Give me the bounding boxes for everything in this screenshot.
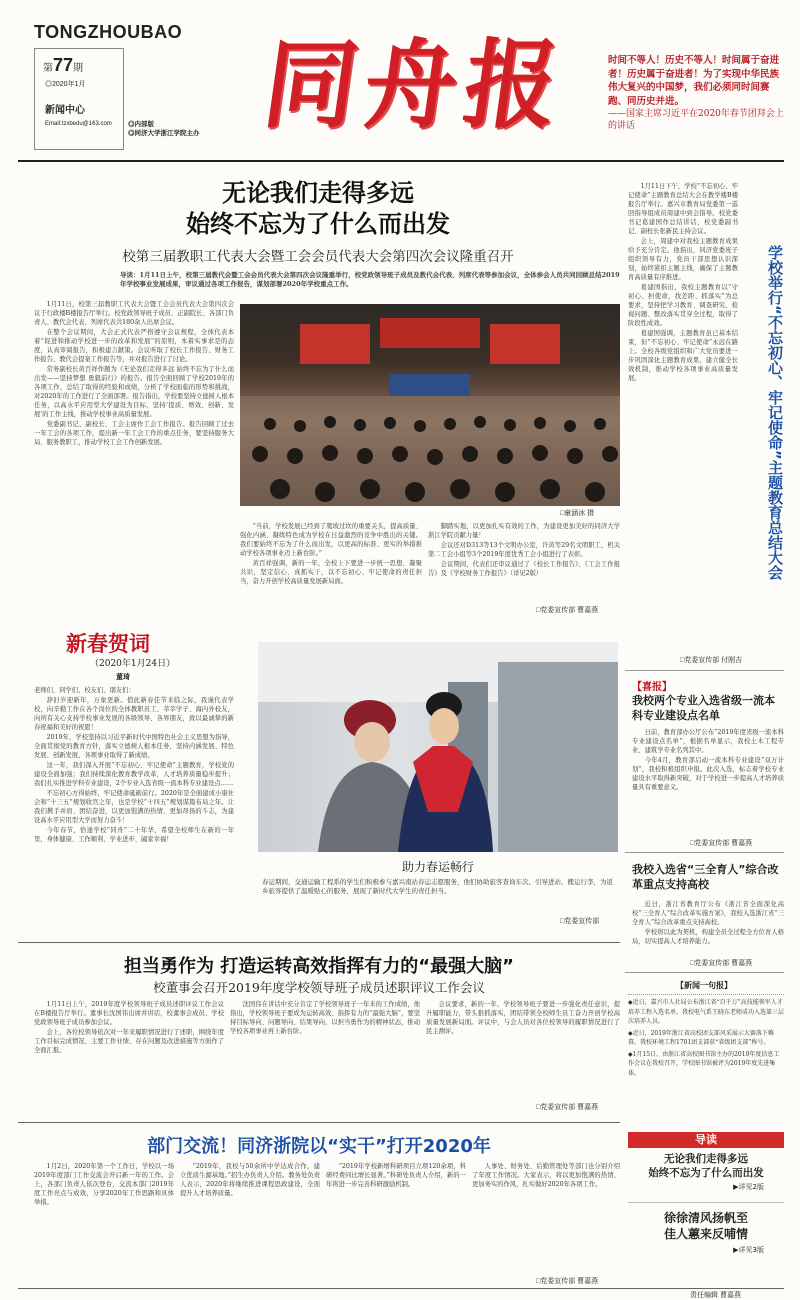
lead-column-b: “当前，学校发展已经到了爬坡过坎的重要关头，提高质量、强化内涵、凝练特色成为学校在日益激烈的竞争中胜出的关键。我们要始终不忘为了什么而出发，以更高的标准、更实的举措推动学校各项事业迈上新台阶。” 黄百祥强调，新的一年，全校上下要进一步统一思想、凝聚共识，坚定信心、真抓实干，以不忘初心、牢记使命的责任担当，奋力开创学校高质量发展新局面。 xyxy=(240,523,422,585)
news1-byline: □党委宣传部 曹嘉燕 xyxy=(690,840,753,847)
toc-item-1[interactable]: 无论我们走得多远 始终不忘为了什么而出发 ▶详见2版 xyxy=(628,1152,784,1194)
brief-list xyxy=(628,994,784,1078)
brief-title: 【新闻一句报】 xyxy=(676,981,732,990)
masthead-quote: 时间不等人！历史不等人！时间属于奋进者！历史属于奋进者！为了实现中华民族伟大复兴的中国梦，我们必须同时间赛跑、同历史并进。 xyxy=(608,55,780,107)
email: Email:tzxbedu@163.com xyxy=(45,121,112,127)
story3-byline: □党委宣传部 曹嘉燕 xyxy=(536,1104,599,1111)
lead-title: 无论我们走得多远 始终不忘为了什么而出发 xyxy=(186,179,450,238)
lead-byline: □党委宣传部 曹嘉燕 xyxy=(536,607,599,614)
brief-item: ◆1月15日，由浙江省高校图书馆主办的2019年度信息工作会议在我校召开，学校图书馆被评为2019年度先进集体。 xyxy=(628,1050,780,1077)
vertical-headline: 学校举行“不忘初心、牢记使命”主题教育总结大会 xyxy=(766,245,784,580)
masthead-rule xyxy=(18,160,784,162)
story4-column-a: 1月2日，2020年第一个工作日，学校以一场2019年度部门工作交流会开启新一年的工作。会上，各部门负责人依次登台，交流本部门2019年度工作亮点与成效，分享2020年工作思路和具体举措。 xyxy=(34,1163,174,1206)
toc-heading: 导读 xyxy=(628,1132,784,1148)
publisher-lines: ◎内部版 ◎同济大学浙江学院主办 xyxy=(128,121,200,137)
editor-label: 新闻中心 xyxy=(45,105,85,116)
lead-subtitle: 校第三届教职工代表大会暨工会会员代表大会第四次会议隆重召开 xyxy=(122,249,514,265)
logo-text: 同舟报 xyxy=(257,28,573,142)
lead-column-a: 1月11日，校第三届教职工代表大会暨工会会员代表大会第四次会议于行政楼B楼报告厅举行。校党政领导班子成员、正副院长、各部门负责人、教代会代表、列席代表共180余人出席会议。 在整个会议期间，大会正式代表严格遵守会议规程，全体代表本着“促进和推动学校进一步的改革和发展”的原则，本着实事求是的态度，认真审阅报告，积极建言献策。会议听取了校长工作报告、财务工作报告、教代会提案工作报告等，并对报告进行了讨论。 常务副校长黄百祥作题为《无论我们走得多远 始终不忘为了什么而出发——坚持梦想 勇毅前行》的报告。报告全面回顾了学校2019年的各项工作，总结了取得的经验和成绩，分析了学校面临的形势和挑战，对2020年的工作进行了全面部署。报告指出，学校要坚持立德树人根本任务，以高水平应用型大学建设为目标，坚持‘提质、增效、创新、发展’的工作主线，推动学校事业高质量发展。 党委副书记、副校长、工会主席作工会工作报告。报告回顾了过去一年工会的各项工作，提出新一年工会工作的重点任务，要坚持服务大局、服务教职工，推动学校工会工作创新发展。 xyxy=(34,301,234,446)
quote-source: ——国家主席习近平在2020年春节团拜会上的讲话 xyxy=(608,109,784,131)
news2-body: 近日，浙江省教育厅公布《浙江省全面深化高校“三全育人”综合改革实施方案》，我校入选浙江省“三全育人”综合改革重点支持高校。 学校将以此为契机，构建全员全过程全方位育人格局，切实提高人才培养能力。 xyxy=(632,901,784,945)
news2-title: 我校入选省“三全育人”综合改革重点支持高校 xyxy=(632,863,779,891)
news1-tag: 【喜报】 xyxy=(632,682,672,693)
volunteer-photo-art xyxy=(258,642,618,852)
right-rule-3 xyxy=(625,972,784,973)
right-top-byline: □党委宣传部 付刚吉 xyxy=(680,657,743,664)
right-rule-1 xyxy=(625,670,784,671)
lead-column-c: 脚踏实地，以更加扎实有效的工作，为建设更加美好的同济大学浙江学院贡献力量！ 会议还对D313等13个文明办公室，许黄等29名文明职工，机关第二工会小组等3个2019年度优秀工会小组进行了表彰。 会议期间，代表们还审议通过了《校长工作报告》、《工会工作报告》及《学校财务工作报告》（详见2版） xyxy=(428,523,620,577)
right-rule-2 xyxy=(625,852,784,853)
story4-column-d: 人事处、财务处、后勤管理处等部门也分别介绍了年度工作情况。大家表示，将以更加饱满的热情、更加务实的作风，扎实做好2020年各项工作。 xyxy=(472,1163,620,1188)
meeting-photo xyxy=(240,304,620,506)
story3-column-a: 1月11日上午，2019年度学校领导班子成员述职评议工作会议在B楼报告厅举行。董事长沈国伟出席并讲话，校董事会成员、学校党政领导班子成员参加会议。 会上，各位校领导依次对一年来履职情况进行了述职，围绕年度工作目标完成情况、主要工作业绩、存在问题及改进措施等方面作了全面汇报。 xyxy=(34,1001,224,1054)
issue-date: ◎2020年1月 xyxy=(45,81,86,88)
toc-item-1-ref: ▶详见2版 xyxy=(733,1183,764,1191)
news1-body: 日前，教育部办公厅公布“2019年度省级一流本科专业建设点名单”，根据名单显示，我校土木工程专业、建筑学专业名列其中。 今年4月，教育部启动一流本科专业建设“双万计划”，我校积极组织申报。此次入选，标志着学校专业建设水平取得新突破，对于学校进一步提高人才培养质量具有重要意义。 xyxy=(632,729,784,791)
story3-top-rule xyxy=(18,942,620,943)
story4-column-b: “2019年，我校与50余所中学达成合作，建立优质生源基地。”招生办负责人介绍。教务处负责人表示，2020年将继续推进课程思政建设，全面提升人才培养质量。 xyxy=(180,1163,320,1197)
greeting-title: 新春贺词 xyxy=(66,632,150,656)
story3-column-c: 会议要求，新的一年，学校领导班子要进一步强化责任意识，提升履职能力，带头狠抓落实，团结带领全校师生员工奋力开创学校高质量发展新局面。评议中，与会人员对各位校领导的履职情况进行了民主测评。 xyxy=(426,1001,620,1035)
story3-column-b: 沈国伟在讲话中充分肯定了学校领导班子一年来的工作成绩，他指出，学校领导班子要成为运转高效、指挥有力的“最强大脑”，要坚持目标导向、问题导向、结果导向，以担当勇作为的精神状态，推动学校各项事业再上新台阶。 xyxy=(230,1001,420,1035)
story4-top-rule xyxy=(18,1122,620,1123)
story3-title: 担当勇作为 打造运转高效指挥有力的“最强大脑” xyxy=(124,956,514,977)
story4-byline: □党委宣传部 曹嘉燕 xyxy=(536,1278,599,1285)
volunteer-photo-desc: 春运期间，交通运输工程系的学生们积极参与嘉兴南站春运志愿服务，他们协助旅客查询车次、引导进站、搬运行李，为返乡旅客提供了温暖贴心的服务，展现了新时代大学生的责任担当。 xyxy=(262,878,613,895)
footer-rule xyxy=(18,1288,784,1289)
lead-intro: 导读：1月11日上午，校第三届教代会暨工会会员代表大会第四次会议隆重举行，校党政领导班子成员及教代会代表、列席代表等参加会议，全体参会人员共同回顾总结2019年学校事业发展成果，审议通过各项工作报告，谋划部署2020年学校重点工作。 xyxy=(120,271,620,288)
greeting-body: 老师们、同学们、校友们、朋友们： 辞旧岁迎新年，万象更新。值此新春佳节来临之际，我谨代表学校，向辛勤工作在各个岗位的全体教职员工、莘莘学子、海内外校友，向所有关心支持学校事业发展的各级领导、各界朋友，致以最诚挚的新春祝福和美好的祝愿！ 2019年，学校坚持以习近平新时代中国特色社会主义思想为指导，全面贯彻党的教育方针，落实立德树人根本任务，坚持内涵发展、特色发展、创新发展，各项事业取得了新成绩。 这一年，我们深入开展“不忘初心、牢记使命”主题教育，学校党的建设全面加强；我们持续深化教育教学改革，人才培养质量稳步提升；我们扎实推进学科专业建设，2个专业入选省级一流本科专业建设点…… 不忘初心方得始终，牢记使命砥砺前行。2020年是全面建成小康社会和“十三五”规划收官之年，也是学校“十四五”规划谋篇布局之年。让我们携手并肩、团结奋进，以更加饱满的热情、更加昂扬的斗志，为建设高水平应用型大学而努力奋斗！ 今年春节，恰逢学校“同舟”二十年华，希望全校师生在新的一年里，身体健康、工作顺利、学业进步、阖家幸福！ xyxy=(34,687,234,843)
story4-title: 部门交流！同济浙院以“实干”打开2020年 xyxy=(147,1136,491,1157)
story4-column-c: “2019年学校新增科研项目立项120余项，科研经费同比增长显著。”科研处负责人介绍，新的一年将进一步完善科研激励机制。 xyxy=(326,1163,466,1188)
issue-number: 第77期 xyxy=(43,55,84,75)
brief-item: ◆近日，2019年浙江省高校团支部风采展示大赛落下帷幕，我校环境工程1701团支部获“省级团支部”称号。 xyxy=(628,1029,774,1046)
volunteer-photo-caption: 助力春运畅行 xyxy=(401,860,474,874)
toc-rule xyxy=(628,1202,784,1203)
issue-box xyxy=(34,48,124,150)
logo xyxy=(257,28,595,142)
greeting-author: 董琦 xyxy=(116,672,130,681)
brief-item: ◆近日，嘉兴市人社局公布浙江省“百千万”高技能领军人才培养工程入选名单，我校电气系王晓东老师成功入选第三层次培养人员。 xyxy=(628,999,785,1025)
footer-editor: 责任编辑 曹嘉燕 xyxy=(690,1292,741,1299)
volunteer-photo xyxy=(258,642,618,852)
toc-item-2[interactable]: 徐徐清风扬帆至 佳人蕙来反哺情 ▶详见3版 xyxy=(628,1210,784,1258)
news2-byline: □党委宣传部 曹嘉燕 xyxy=(690,960,753,967)
masthead-pinyin: TONGZHOUBAO xyxy=(34,22,183,42)
meeting-photo-credit: □童涵冰 摄 xyxy=(560,510,595,517)
news1-title: 我校两个专业入选省级一流本科专业建设点名单 xyxy=(632,694,775,722)
volunteer-photo-byline: □党委宣传部 xyxy=(560,918,600,925)
story3-subtitle: 校董事会召开2019年度学校领导班子成员述职评议工作会议 xyxy=(153,980,485,995)
toc-item-2-ref: ▶详见3版 xyxy=(733,1246,764,1254)
right-top-story: 1月11日下午，学校“不忘初心、牢记使命”主题教育总结大会在教学楼B楼报告厅举行。嘉兴市教育局党委第一巡回指导组成员周建中到会指导。校党委书记葛建国作总结讲话，校党委副书记、副校长张新民主持会议。 会上，周建中对我校主题教育成果给予充分肯定。他指出，同济党委班子组织领导有力，党员干部思想认识深刻，始终紧扣主题主线，确保了主题教育高质量有序推进。 葛建国指出，我校主题教育以“守初心、担使命，找差距、抓落实”为总要求，坚持把学习教育、调查研究、检视问题、整改落实贯穿全过程，取得了阶段性成效。 葛建国强调，主题教育虽已基本结束，但“不忘初心、牢记使命”永远在路上。全校各级党组织和广大党员要进一步巩固深化主题教育成果，建立健全长效机制，推动学校各项事业高质量发展。 xyxy=(628,183,738,382)
meeting-photo-art xyxy=(240,304,620,506)
greeting-date: （2020年1月24日） xyxy=(90,659,176,669)
